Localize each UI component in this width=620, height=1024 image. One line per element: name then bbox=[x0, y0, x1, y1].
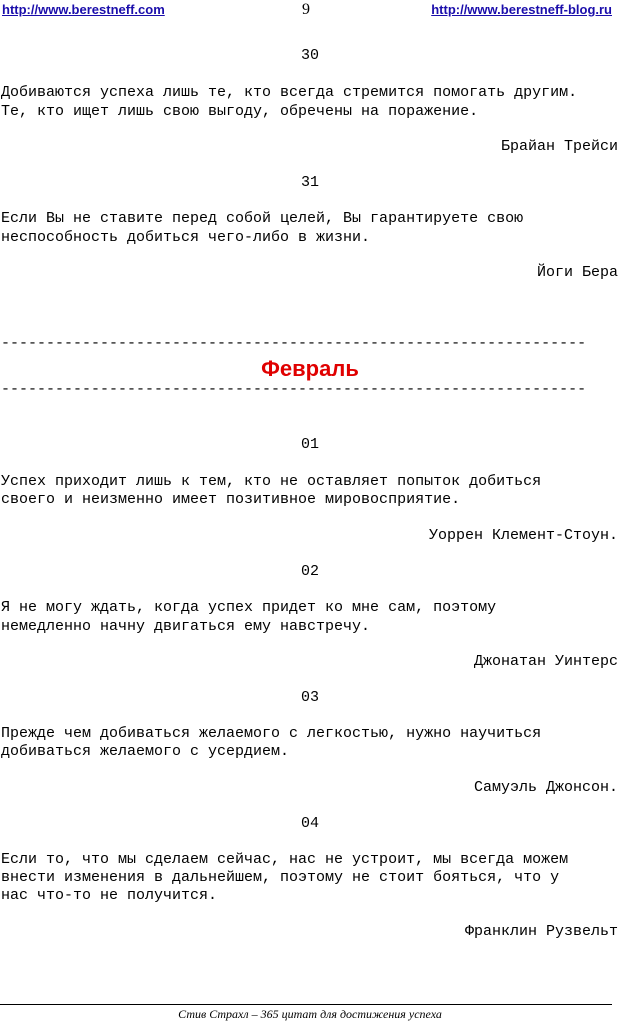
quote-text-line: Те, кто ищет лишь свою выгоду, обречены на поражение. bbox=[1, 103, 479, 120]
quote-author: Йоги Бера bbox=[536, 264, 618, 281]
quote-author: Уоррен Клемент-Стоун. bbox=[428, 527, 618, 544]
quote-author: Франклин Рузвельт bbox=[464, 923, 618, 940]
quote-text-line: Успех приходит лишь к тем, кто не оставляет попыток добиться bbox=[1, 473, 542, 490]
page-number: 9 bbox=[302, 1, 310, 18]
section-divider-top: ----------------------------------------------------------------- bbox=[1, 335, 587, 352]
header-link-right[interactable]: http://www.berestneff-blog.ru bbox=[431, 2, 612, 17]
quote-author: Брайан Трейси bbox=[500, 138, 618, 155]
quote-text-line: внести изменения в дальнейшем, поэтому не стоит бояться, что у bbox=[1, 869, 560, 886]
quote-number: 02 bbox=[300, 563, 319, 580]
quote-text-line: Прежде чем добиваться желаемого с легкостью, нужно научиться bbox=[1, 725, 542, 742]
quote-text-line: своего и неизменно имеет позитивное мировосприятие. bbox=[1, 491, 461, 508]
quote-author: Джонатан Уинтерс bbox=[473, 653, 618, 670]
quote-number: 31 bbox=[300, 174, 319, 191]
footer-title: Стив Страхл – 365 цитат для достижения успеха bbox=[178, 1007, 442, 1021]
month-heading: Февраль bbox=[261, 356, 359, 381]
quote-text-line: Я не могу ждать, когда успех придет ко мне сам, поэтому bbox=[1, 599, 497, 616]
quote-text-line: неспособность добиться чего-либо в жизни. bbox=[1, 229, 371, 246]
quote-text-line: немедленно начну двигаться ему навстречу. bbox=[1, 618, 371, 635]
footer-divider bbox=[0, 1004, 612, 1005]
quote-text-line: добиваться желаемого с усердием. bbox=[1, 743, 290, 760]
quote-text-line: Если Вы не ставите перед собой целей, Вы гарантируете свою bbox=[1, 210, 524, 227]
section-divider-bottom: ----------------------------------------------------------------- bbox=[1, 381, 587, 398]
quote-text-line: Если то, что мы сделаем сейчас, нас не устроит, мы всегда можем bbox=[1, 851, 569, 868]
header-link-left[interactable]: http://www.berestneff.com bbox=[2, 2, 165, 17]
quote-text-line: нас что-то не получится. bbox=[1, 887, 218, 904]
quote-number: 01 bbox=[300, 436, 319, 453]
quote-number: 30 bbox=[300, 47, 319, 64]
quote-number: 04 bbox=[300, 815, 319, 832]
quote-author: Самуэль Джонсон. bbox=[473, 779, 618, 796]
quote-number: 03 bbox=[300, 689, 319, 706]
quote-text-line: Добиваются успеха лишь те, кто всегда стремится помогать другим. bbox=[1, 84, 578, 101]
